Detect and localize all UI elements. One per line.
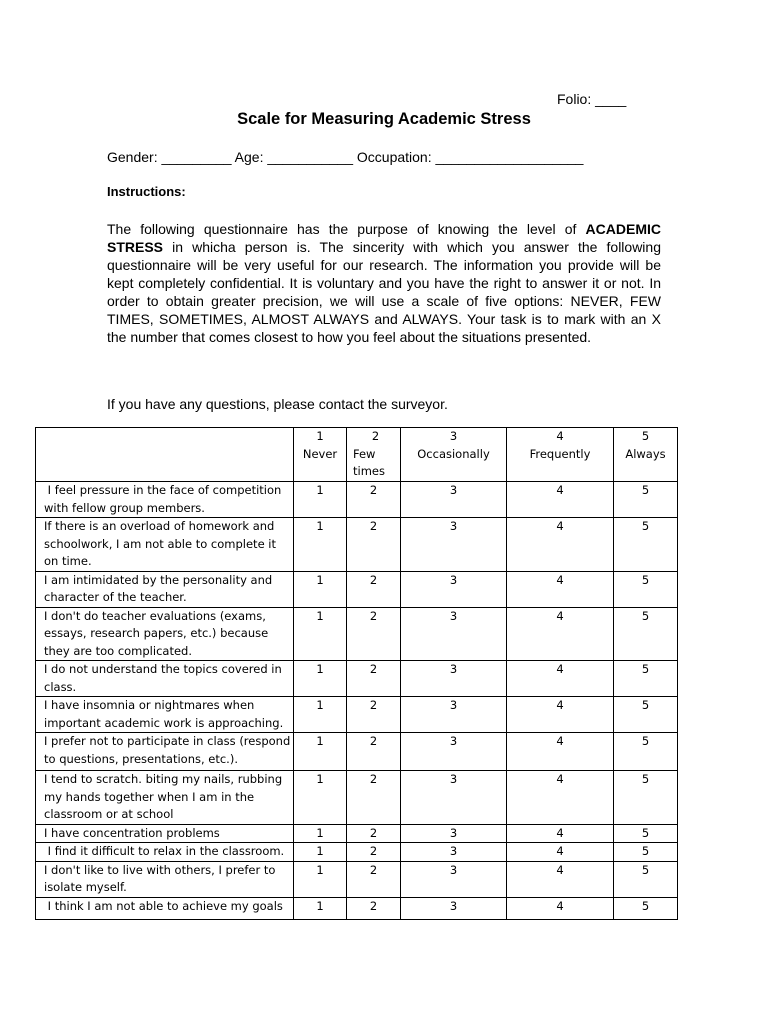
rating-option-2[interactable]: 2 [347,518,401,572]
rating-option-2[interactable]: 2 [347,897,401,919]
rating-option-2[interactable]: 2 [347,843,401,862]
table-row [36,861,678,897]
rating-option-1[interactable]: 1 [294,897,347,919]
rating-option-2[interactable]: 2 [347,661,401,697]
scale-number: 4 [556,429,564,443]
rating-option-1[interactable]: 1 [294,843,347,862]
scale-header-cell [507,428,614,482]
rating-option-3[interactable]: 3 [401,771,507,825]
rating-option-4[interactable]: 4 [507,897,614,919]
table-row [36,771,678,825]
rating-option-5[interactable]: 5 [614,861,678,897]
statement-cell: I have insomnia or nightmares when important academic work is approaching. [36,697,294,733]
instructions-emphasis: ACADEMIC STRESS [107,221,661,255]
rating-option-1[interactable]: 1 [294,697,347,733]
rating-option-1[interactable]: 1 [294,607,347,661]
rating-option-4[interactable]: 4 [507,771,614,825]
scale-number: 5 [641,429,650,443]
rating-option-1[interactable]: 1 [294,661,347,697]
statement-cell: I do not understand the topics covered in class. [36,661,294,697]
rating-option-3[interactable]: 3 [401,482,507,518]
statement-cell: If there is an overload of homework and schoolwork, I am not able to complete it on time. [36,518,294,572]
instructions-text-start: The following questionnaire has the purpose of knowing the level of [107,221,586,237]
rating-option-5[interactable]: 5 [614,697,678,733]
rating-option-1[interactable]: 1 [294,771,347,825]
scale-number: 2 [371,429,380,443]
rating-option-4[interactable]: 4 [507,733,614,771]
rating-option-1[interactable]: 1 [294,518,347,572]
table-row [36,482,678,518]
rating-option-4[interactable]: 4 [507,661,614,697]
table-row [36,571,678,607]
rating-option-2[interactable]: 2 [347,697,401,733]
statement-cell: I am intimidated by the personality and character of the teacher. [36,571,294,607]
rating-option-3[interactable]: 3 [401,571,507,607]
instructions-paragraph [107,220,661,346]
rating-option-5[interactable]: 5 [614,571,678,607]
rating-option-5[interactable]: 5 [614,824,678,843]
rating-option-4[interactable]: 4 [507,843,614,862]
statement-cell: I have concentration problems [36,824,294,843]
rating-option-3[interactable]: 3 [401,897,507,919]
rating-option-2[interactable]: 2 [347,733,401,771]
rating-option-5[interactable]: 5 [614,733,678,771]
scale-header-cell [347,428,401,482]
rating-option-2[interactable]: 2 [347,482,401,518]
rating-option-5[interactable]: 5 [614,482,678,518]
statement-header-cell [36,428,294,482]
statement-cell: I tend to scratch. biting my nails, rubbing my hands together when I am in the classroom or at school [36,771,294,825]
rating-option-5[interactable]: 5 [614,607,678,661]
rating-option-1[interactable]: 1 [294,482,347,518]
table-row [36,697,678,733]
scale-header-cell [294,428,347,482]
rating-option-1[interactable]: 1 [294,861,347,897]
table-row [36,733,678,771]
table-row [36,843,678,862]
rating-option-4[interactable]: 4 [507,824,614,843]
scale-label: Frequently [529,446,591,461]
rating-option-2[interactable]: 2 [347,607,401,661]
rating-option-5[interactable]: 5 [614,771,678,825]
rating-option-3[interactable]: 3 [401,607,507,661]
rating-option-4[interactable]: 4 [507,861,614,897]
rating-option-4[interactable]: 4 [507,697,614,733]
scale-header-cell [614,428,678,482]
rating-option-4[interactable]: 4 [507,518,614,572]
statement-cell: I think I am not able to achieve my goals [36,897,294,919]
scale-label: Never [302,446,338,461]
stress-scale-table [35,427,678,920]
rating-option-5[interactable]: 5 [614,897,678,919]
rating-option-4[interactable]: 4 [507,607,614,661]
page-title: Scale for Measuring Academic Stress [237,110,531,128]
rating-option-2[interactable]: 2 [347,861,401,897]
rating-option-3[interactable]: 3 [401,824,507,843]
statement-cell: I feel pressure in the face of competition with fellow group members. [36,482,294,518]
scale-number: 3 [449,429,458,443]
rating-option-3[interactable]: 3 [401,661,507,697]
table-row [36,661,678,697]
rating-option-4[interactable]: 4 [507,571,614,607]
rating-option-1[interactable]: 1 [294,824,347,843]
rating-option-3[interactable]: 3 [401,843,507,862]
statement-cell: I don't do teacher evaluations (exams, essays, research papers, etc.) because they are too complicated. [36,607,294,661]
rating-option-2[interactable]: 2 [347,571,401,607]
rating-option-2[interactable]: 2 [347,771,401,825]
statement-cell: I prefer not to participate in class (respond to questions, presentations, etc.). [36,733,294,771]
scale-label: Always [625,446,666,461]
respondent-info-fields: Gender: _________ Age: ___________ Occupation: ___________________ [107,149,584,165]
table-row [36,607,678,661]
table-row [36,518,678,572]
scale-label: Occasionally [417,446,490,461]
rating-option-3[interactable]: 3 [401,697,507,733]
statement-cell: I find it difficult to relax in the classroom. [36,843,294,862]
rating-option-3[interactable]: 3 [401,733,507,771]
rating-option-5[interactable]: 5 [614,843,678,862]
rating-option-2[interactable]: 2 [347,824,401,843]
folio-field: Folio: ____ [557,91,627,107]
statement-cell: I don't like to live with others, I prefer to isolate myself. [36,861,294,897]
rating-option-5[interactable]: 5 [614,518,678,572]
instructions-heading: Instructions: [107,184,186,199]
rating-option-3[interactable]: 3 [401,518,507,572]
rating-option-4[interactable]: 4 [507,482,614,518]
scale-number: 1 [316,429,324,443]
scale-header-cell [401,428,507,482]
rating-option-5[interactable]: 5 [614,661,678,697]
rating-option-1[interactable]: 1 [294,733,347,771]
scale-label: Few times [353,446,385,478]
instructions-text-rest: in whicha person is. The sincerity with which you answer the following questionnaire will be very useful for our research. The information you provide will be kept completely confidential. It is voluntary and you have the right to answer it or not. In order to obtain greater precision, we will use a scale of five options: NEVER, FEW TIMES, SOMETIMES, ALMOST ALWAYS and ALWAYS. Your task is to mark with an X the number that comes closest to how you feel about the situations presented. [107,239,661,345]
rating-option-3[interactable]: 3 [401,861,507,897]
table-row [36,824,678,843]
rating-option-1[interactable]: 1 [294,571,347,607]
contact-note: If you have any questions, please contact the surveyor. [107,396,448,412]
table-row [36,897,678,919]
header-row [36,428,678,482]
